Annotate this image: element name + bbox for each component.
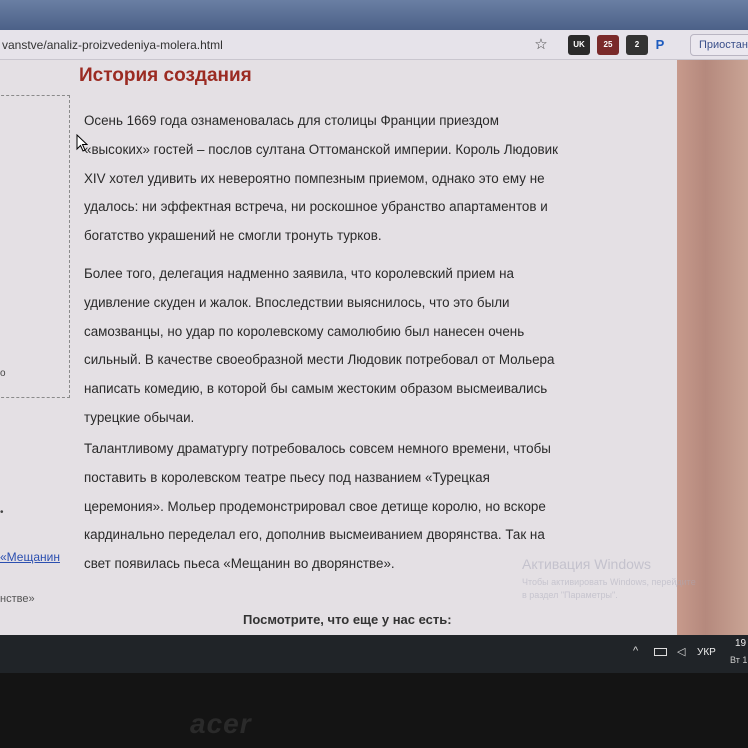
text-line: Осень 1669 года ознаменовалась для столицы Франции приездом	[84, 113, 499, 128]
text-line: богатство украшений не смогли тронуть турков.	[84, 228, 382, 244]
language-indicator[interactable]: УКР	[697, 647, 716, 658]
text-line: поставить в королевском театре пьесу под названием «Турецкая	[84, 469, 490, 485]
article-paragraph	[84, 260, 664, 433]
windows-activation-hint	[522, 576, 696, 602]
browser-toolbar	[0, 30, 748, 60]
windows-taskbar	[0, 635, 748, 673]
text-line: самозванцы, но удар по королевскому самолюбию был нанесен очень	[84, 323, 525, 339]
hint-line: в раздел "Параметры".	[522, 590, 618, 600]
text-line: «высоких» гостей – послов султана Оттоманской империи. Король Людовик	[84, 141, 558, 157]
sidebar-ad-box	[0, 95, 70, 398]
extension-calendar-icon[interactable]: 25	[597, 35, 619, 55]
text-line: Талантливому драматургу потребовалось совсем немного времени, чтобы	[84, 441, 551, 456]
clock-date[interactable]: Вт 1	[730, 655, 748, 665]
sidebar-link[interactable]: «Мещанин	[0, 550, 60, 564]
text-line: кардинально переделал его, дополнив высмеиванием дворянства. Так на	[84, 527, 545, 543]
laptop-bezel	[0, 673, 748, 748]
text-line: турецкие обычаи.	[84, 409, 195, 425]
article-paragraph	[84, 107, 664, 251]
bookmark-star-icon[interactable]: ☆	[534, 36, 548, 53]
text-line: сильный. В качестве своеобразной мести Людовик потребовал от Мольера	[84, 352, 555, 368]
text-line: свет появилась пьеса «Мещанин во дворянстве».	[84, 556, 395, 572]
text-line: Более того, делегация надменно заявила, что королевский прием на	[84, 266, 514, 281]
article-heading: История создания	[79, 65, 252, 86]
extension-uk-icon[interactable]: UK	[568, 35, 590, 55]
text-line: удивление скуден и жалок. Впоследствии выяснилось, что это были	[84, 294, 510, 310]
sidebar-text: нстве»	[0, 593, 35, 605]
mouse-cursor-icon	[76, 134, 88, 152]
volume-icon[interactable]: ◁	[677, 646, 686, 658]
clock-time[interactable]: 19	[735, 638, 747, 649]
extension-notification-icon[interactable]: 2	[626, 35, 648, 55]
text-line: церемония». Мольер продемонстрировал свое детище королю, но вскоре	[84, 498, 546, 514]
web-page	[0, 60, 748, 635]
browser-tab-strip	[0, 0, 748, 32]
windows-activation-watermark: Активация Windows	[522, 556, 652, 572]
more-content-heading: Посмотрите, что еще у нас есть:	[243, 612, 452, 627]
sidebar-marker: о	[0, 368, 6, 379]
text-line: написать комедию, в которой бы самым жестоким образом высмеивались	[84, 381, 548, 397]
address-bar[interactable]: vanstve/analiz-proizvedeniya-molera.html	[2, 38, 223, 52]
pause-button[interactable]: Приостан	[690, 34, 748, 56]
text-line: XIV хотел удивить их невероятно помпезным приемом, однако это ему не	[84, 170, 545, 186]
laptop-brand-logo: acer	[190, 708, 252, 739]
hint-line: Чтобы активировать Windows, перейдите	[522, 577, 696, 587]
battery-icon[interactable]	[654, 648, 667, 656]
text-line: удалось: ни эффектная встреча, ни роскошное убранство апартаментов и	[84, 199, 548, 215]
sidebar-dot: •	[0, 507, 4, 518]
extension-p-icon[interactable]: P	[655, 37, 665, 52]
tray-expand-icon[interactable]: ^	[633, 645, 639, 657]
right-background-panel	[677, 60, 748, 635]
